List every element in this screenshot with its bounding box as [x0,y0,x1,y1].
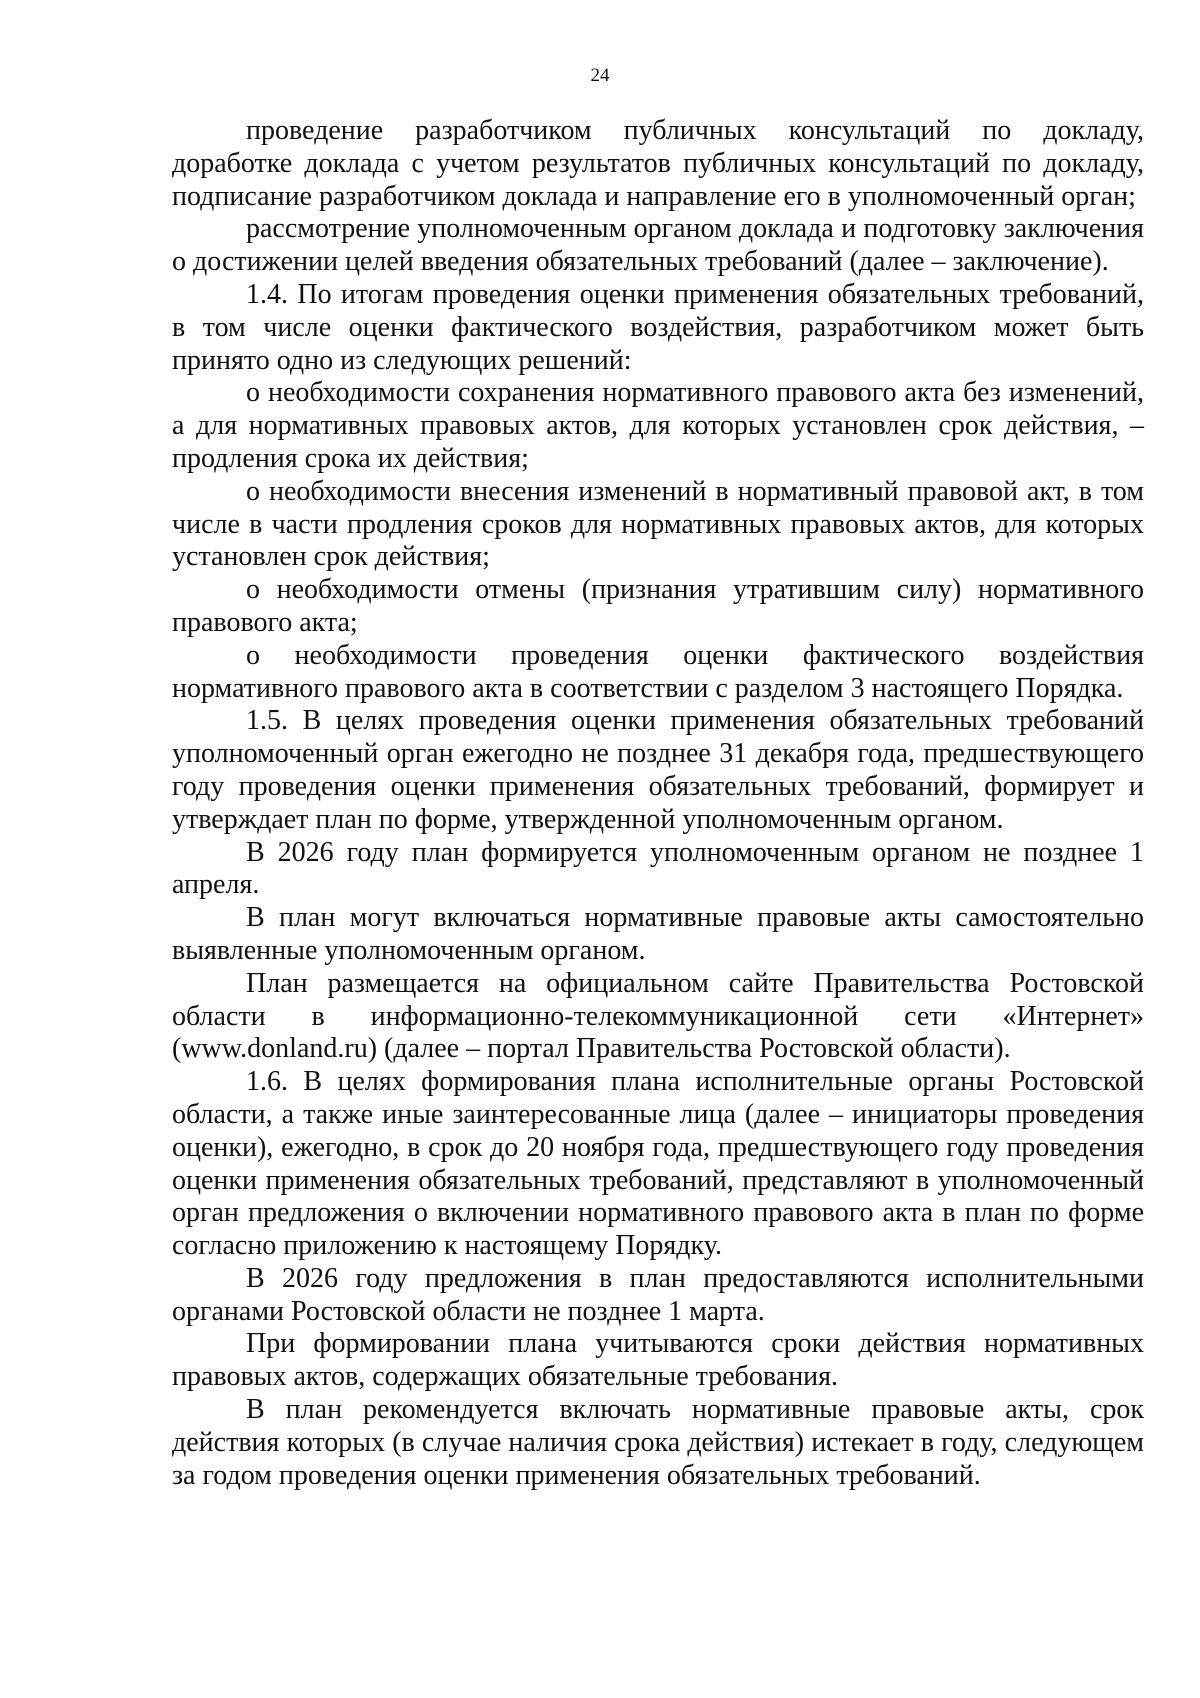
paragraph-decision-amend: о необходимости внесения изменений в нормативный правовой акт, в том числе в части продления сроков для нормативных правовых актов, для которых установлен срок действия; [172,475,1144,573]
paragraph-decision-keep: о необходимости сохранения нормативного правового акта без изменений, а для нормативных правовых актов, для которых установлен срок действия, – продления срока их действия; [172,377,1144,474]
paragraph-public-consultations: проведение разработчиком публичных консультаций по докладу, доработке доклада с учетом результатов публичных консультаций по докладу, подписание разработчиком доклада и направление его в уполномоченный орган; [172,115,1144,212]
paragraph-decision-repeal: о необходимости отмены (признания утратившим силу) нормативного правового акта; [172,574,1144,638]
paragraph-plan-publication: План размещается на официальном сайте Правительства Ростовской области в информационно-телекоммуникационной сети «Интернет» (www.donland.ru) (далее – портал Правительства Ростовской области). [172,967,1144,1065]
paragraph-proposals-2026: В 2026 году предложения в план предоставляются исполнительными органами Ростовской области не позднее 1 марта. [172,1262,1144,1327]
paragraph-plan-recommendation: В план рекомендуется включать нормативные правовые акты, срок действия которых (в случае наличия срока действия) истекает в году, следующем за годом проведения оценки применения обязательных требований. [172,1394,1144,1491]
paragraph-1-6: 1.6. В целях формирования плана исполнительные органы Ростовской области, а также иные заинтересованные лица (далее – инициаторы проведения оценки), ежегодно, в срок до 20 ноября года, предшествующего году проведения оценки применения обязательных требований, представляют в уполномоченный орган предложения о включении нормативного правового акта в план по форме согласно приложению к настоящему Порядку. [172,1066,1144,1262]
paragraph-report-review: рассмотрение уполномоченным органом доклада и подготовку заключения о достижении целей введения обязательных требований (далее – заключение). [172,213,1144,278]
document-body [172,115,1144,1492]
paragraph-plan-2026: В 2026 году план формируется уполномоченным органом не позднее 1 апреля. [172,836,1144,901]
paragraph-plan-terms: При формировании плана учитываются сроки действия нормативных правовых актов, содержащих обязательные требования. [172,1328,1144,1393]
paragraph-1-4: 1.4. По итогам проведения оценки применения обязательных требований, в том числе оценки фактического воздействия, разработчиком может быть принято одно из следующих решений: [172,278,1144,376]
paragraph-plan-inclusion: В план могут включаться нормативные правовые акты самостоятельно выявленные уполномоченным органом. [172,902,1144,966]
paragraph-decision-assess: о необходимости проведения оценки фактического воздействия нормативного правового акта в соответствии с разделом 3 настоящего Порядка. [172,639,1144,704]
page-number: 24 [590,65,610,86]
paragraph-1-5: 1.5. В целях проведения оценки применения обязательных требований уполномоченный орган ежегодно не позднее 31 декабря года, предшествующего году проведения оценки применения обязательных требований, формирует и утверждает план по форме, утвержденной уполномоченным органом. [172,705,1144,835]
